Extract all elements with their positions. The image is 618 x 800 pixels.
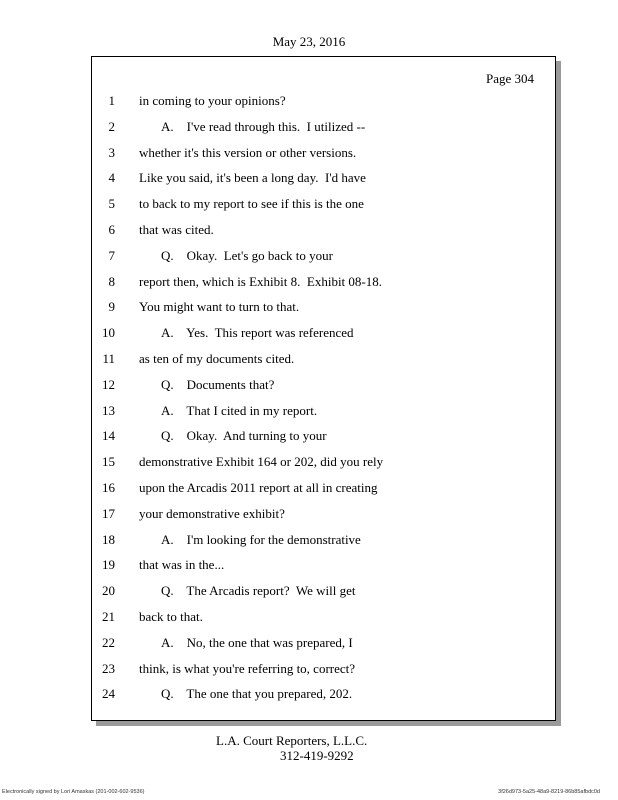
line-text: to back to my report to see if this is the one xyxy=(139,196,364,212)
transcript-line xyxy=(92,531,532,549)
transcript-line xyxy=(92,350,532,368)
line-text: upon the Arcadis 2011 report at all in creating xyxy=(139,480,378,495)
transcript-line xyxy=(92,427,532,445)
line-text: that was cited. xyxy=(139,222,214,237)
transcript-line xyxy=(92,685,532,703)
transcript-line xyxy=(92,479,532,497)
transcript-line xyxy=(92,324,532,342)
line-number: 10 xyxy=(102,325,115,341)
line-text: whether it's this version or other versions. xyxy=(139,144,357,160)
page-number: Page 304 xyxy=(485,71,534,86)
line-number: 7 xyxy=(108,247,115,263)
transcript-line xyxy=(92,273,532,291)
line-number: 11 xyxy=(102,351,115,366)
line-number: 19 xyxy=(102,557,115,573)
line-text: Q. Okay. Let's go back to your xyxy=(161,247,333,263)
line-number: 2 xyxy=(108,118,115,134)
line-number: 18 xyxy=(102,531,115,547)
line-text: demonstrative Exhibit 164 or 202, did you rely xyxy=(139,454,384,470)
transcript-line xyxy=(92,247,532,265)
line-text: A. No, the one that was prepared, I xyxy=(161,634,353,650)
line-number: 20 xyxy=(102,583,115,599)
transcript-line xyxy=(92,144,532,162)
court-reporter-company: L.A. Court Reporters, L.L.C. xyxy=(216,733,368,748)
line-number: 14 xyxy=(102,428,115,444)
transcript-line xyxy=(92,298,532,316)
line-number: 16 xyxy=(102,480,115,495)
line-text: A. I've read through this. I utilized -- xyxy=(161,118,366,134)
transcript-line xyxy=(92,582,532,600)
line-number: 8 xyxy=(108,273,115,289)
line-text: your demonstrative exhibit? xyxy=(139,505,285,521)
line-text: A. That I cited in my report. xyxy=(161,402,318,418)
transcript-line xyxy=(92,169,532,187)
line-text: A. I'm looking for the demonstrative xyxy=(161,531,361,547)
transcript-line xyxy=(92,221,532,239)
line-text: Q. The Arcadis report? We will get xyxy=(161,583,356,599)
transcript-line xyxy=(92,634,532,652)
line-text: Like you said, it's been a long day. I'd have xyxy=(139,170,366,186)
transcript-line xyxy=(92,402,532,420)
line-number: 24 xyxy=(102,686,115,702)
line-text: in coming to your opinions? xyxy=(139,93,286,108)
line-number: 12 xyxy=(102,376,115,392)
line-text: Q. Documents that? xyxy=(161,376,275,392)
line-number: 21 xyxy=(102,609,115,624)
line-text: as ten of my documents cited. xyxy=(139,351,295,366)
line-text: think, is what you're referring to, correct? xyxy=(139,660,356,676)
transcript-line xyxy=(92,453,532,471)
electronic-signature: Electronically signed by Lori Amaskas (201-002-602-9536) xyxy=(2,789,145,795)
transcript-line xyxy=(92,660,532,678)
transcript-line xyxy=(92,505,532,523)
court-reporter-phone: 312-419-9292 xyxy=(280,748,354,763)
document-id: 3f26d973-5a25-48a9-8219-86b85afbdc0d xyxy=(498,789,600,795)
line-number: 3 xyxy=(108,144,115,160)
line-text: that was in the... xyxy=(139,557,225,573)
line-number: 17 xyxy=(102,505,115,521)
line-text: report then, which is Exhibit 8. Exhibit 08-18. xyxy=(139,273,382,289)
line-text: You might want to turn to that. xyxy=(139,299,300,315)
line-number: 5 xyxy=(108,196,115,212)
line-text: Q. The one that you prepared, 202. xyxy=(161,686,353,702)
line-number: 22 xyxy=(102,634,115,650)
transcript-page xyxy=(91,56,556,721)
line-text: Q. Okay. And turning to your xyxy=(161,428,327,444)
transcript-line xyxy=(92,556,532,574)
transcript-date: May 23, 2016 xyxy=(272,34,346,49)
transcript-line xyxy=(92,118,532,136)
line-number: 15 xyxy=(102,454,115,470)
line-number: 4 xyxy=(108,170,115,186)
line-number: 13 xyxy=(102,402,115,418)
transcript-line xyxy=(92,195,532,213)
transcript-line xyxy=(92,376,532,394)
line-number: 23 xyxy=(102,660,115,676)
line-number: 1 xyxy=(108,93,115,108)
transcript-line xyxy=(92,92,532,110)
line-text: back to that. xyxy=(139,609,203,624)
line-text: A. Yes. This report was referenced xyxy=(161,325,354,341)
line-number: 9 xyxy=(108,299,115,315)
line-number: 6 xyxy=(108,222,115,237)
transcript-line xyxy=(92,608,532,626)
